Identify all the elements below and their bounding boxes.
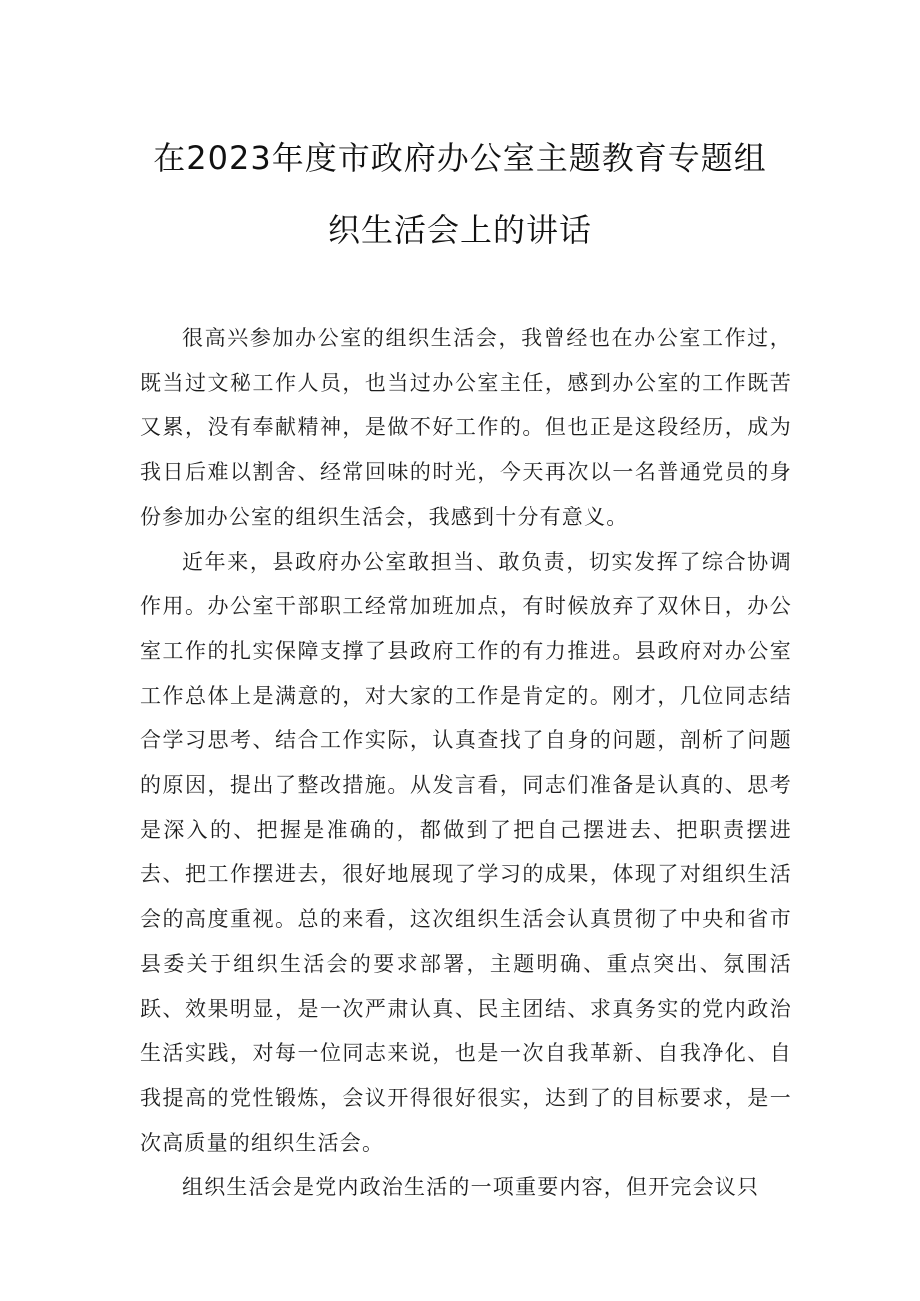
paragraph-3: 组织生活会是党内政治生活的一项重要内容，但开完会议只 (182, 1175, 760, 1200)
document-title-line-1: 在2023年度市政府办公室主题教育专题组 (153, 139, 767, 177)
document-body (140, 316, 792, 1210)
paragraph-2: 近年来，县政府办公室敢担当、敢负责，切实发挥了综合协调作用。办公室干部职工经常加班加点，有时候放弃了双休日，办公室工作的扎实保障支撑了县政府工作的有力推进。县政府对办公室工作总体上是满意的，对大家的工作是肯定的。刚才，几位同志结合学习思考、结合工作实际，认真查找了自身的问题，剖析了问题的原因，提出了整改措施。从发言看，同志们准备是认真的、思考是深入的、把握是准确的，都做到了把自己摆进去、把职责摆进去、把工作摆进去，很好地展现了学习的成果，体现了对组织生活会的高度重视。总的来看，这次组织生活会认真贯彻了中央和省市县委关于组织生活会的要求部署，主题明确、重点突出、氛围活跃、效果明显，是一次严肃认真、民主团结、求真务实的党内政治生活实践，对每一位同志来说，也是一次自我革新、自我净化、自我提高的党性锻炼，会议开得很好很实，达到了的目标要求，是一次高质量的组织生活会。 (140, 549, 792, 1155)
document-title-line-2: 织生活会上的讲话 (327, 211, 592, 249)
paragraph-1: 很高兴参加办公室的组织生活会，我曾经也在办公室工作过，既当过文秘工作人员，也当过办公室主任，感到办公室的工作既苦又累，没有奉献精神，是做不好工作的。但也正是这段经历，成为我日后难以割舍、经常回味的时光，今天再次以一名普通党员的身份参加办公室的组织生活会，我感到十分有意义。 (140, 326, 792, 529)
